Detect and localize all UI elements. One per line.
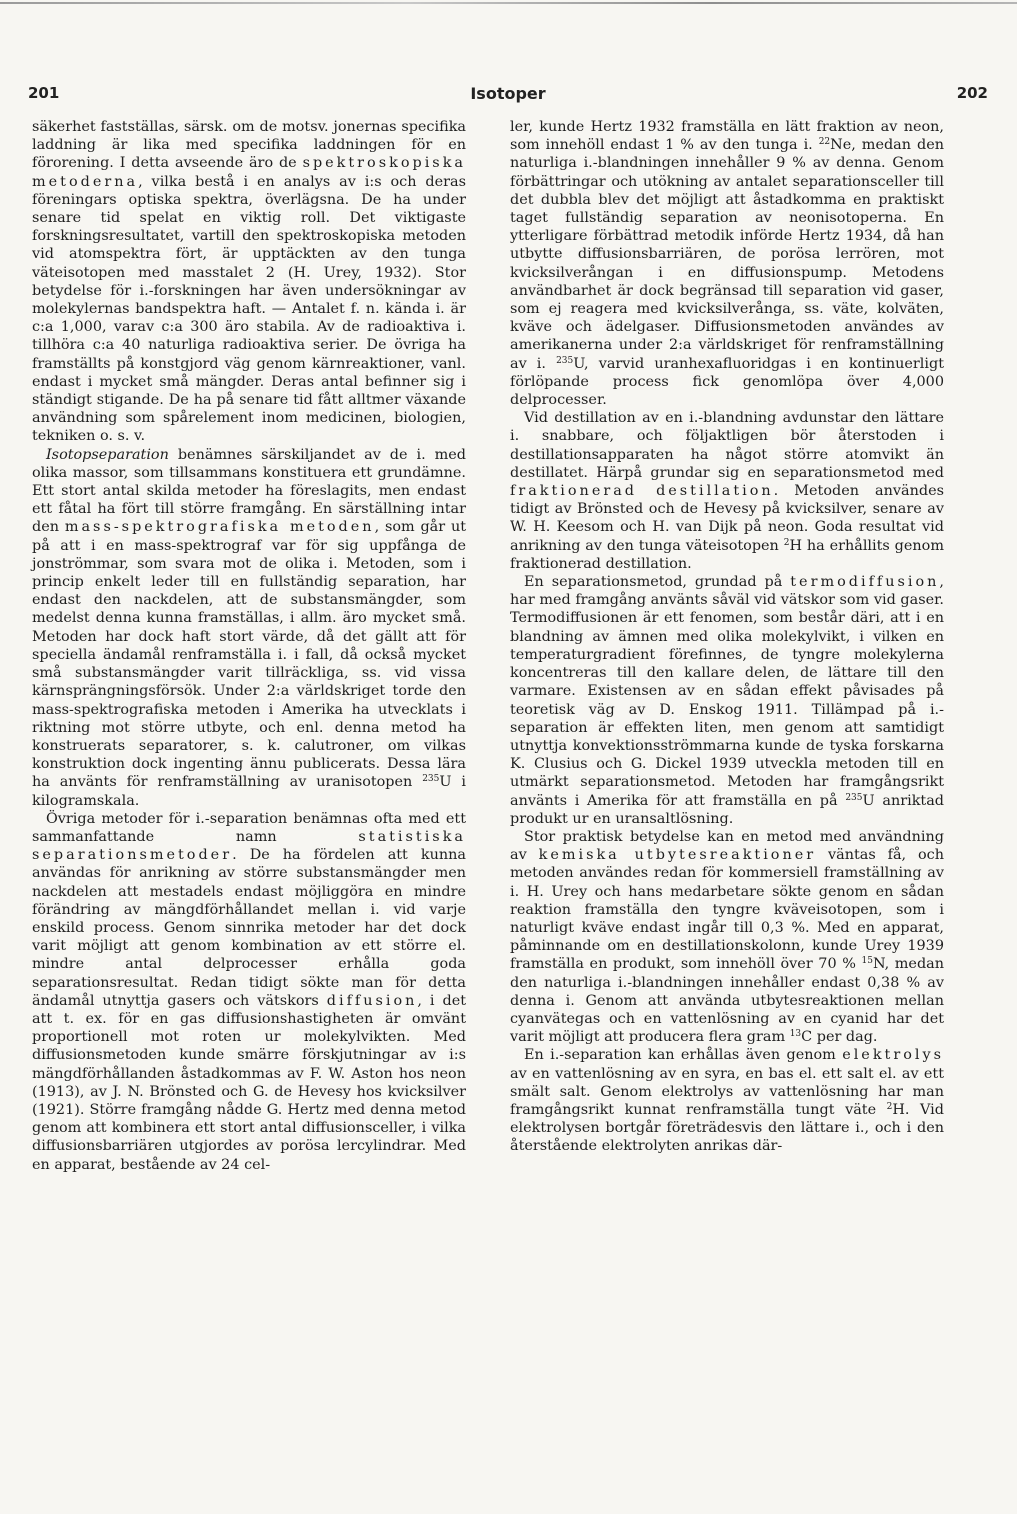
page-header (28, 84, 988, 108)
text-run: , har med framgång använts såväl vid vätskor som vid gaser. Termodiffusionen är ett fenomen, som består däri, att i en blandning av ämnen med olika molekylvikt, i vilken en temperaturgradient förefinnes, de tyngre molekylerna koncentreras till den kallare delen, de lättare till den varmare. Existensen av en sådan effekt påvisades på teoretisk väg av D. Enskog 1911. Tillämpad på i.-separation är effekten liten, men genom att samtidigt utnyttja konvektionsströmmarna kunde de tyska forskarna K. Clusius och G. Dickel 1939 utveckla metoden till en utmärkt separationsmetod. Metoden har framgångsrikt använts i Amerika för att framställa en på (510, 574, 944, 809)
mass-number: 22 (818, 137, 831, 148)
paragraph (510, 409, 944, 573)
spaced-term: statistiska separationsmetoder (32, 828, 466, 864)
spaced-term: fraktionerad destillation (510, 483, 774, 500)
text-run: Vid destillation av en i.-blandning avdunstar den lättare i. snabbare, och följaktligen bör återstoden i destillationsapparaten ha något större atomvikt än destillatet. Härpå grundar sig en separationsmetod med (510, 410, 944, 481)
text-run: säkerhet fastställas, särsk. om de motsv. jonernas specifika laddning är lika med specifika laddningen för en förorening. I detta avseende äro de (32, 119, 466, 172)
paragraph (32, 446, 466, 810)
text-run: , vilka bestå i en analys av i:s och deras föreningars optiska spektra, överlägsna. De ha under senare tid spelat en viktig roll. Det viktigaste forskningsresultatet, vartill den spektroskopiska metoden vid atomspektra fört, är upptäckten av den tunga väteisotopen med masstalet 2 (H. Urey, 1932). Stor betydelse för i.-forskningen har även undersökningar av molekylernas bandspektra haft. — Antalet f. n. kända i. är c:a 1,000, varav c:a 300 äro stabila. Av de radioaktiva i. tillhöra c:a 40 naturliga radioaktiva serier. De övriga ha framställts på konstgjord väg genom kärnreaktioner, vanl. endast i mycket små mängder. Deras antal befinner sig i ständigt stigande. De ha på senare tid fått alltmer växande användning som spårelement inom medicinen, biologien, tekniken o. s. v. (32, 173, 466, 445)
mass-number: 2 (886, 1101, 893, 1112)
mass-number: 15 (861, 956, 873, 967)
paragraph (510, 118, 944, 409)
text-run: C per dag. (801, 1029, 878, 1046)
text-run: H ha erhållits genom fraktionerad destillation. (510, 537, 944, 572)
spaced-term: spektroskopiska metoderna (32, 155, 466, 190)
italic-heading: Isotopseparation (46, 446, 169, 463)
text-run: U i kilogramskala. (32, 774, 467, 809)
text-run: , i det att t. ex. för en gas diffusionshastigheten är omvänt proportionell mot roten ur molekylvikten. Med diffusionsmetoden kunde smärre förskjutningar av i:s mängdförhållanden åstadkommas av F. W. Aston hos neon (1913), av J. N. Brönsted och G. de Hevesy hos kvicksilver (1921). Större framgång nådde G. Hertz med denna metod genom att kombinera ett stort antal diffusionsceller, i vilka diffusionsbarriären utgjordes av porösa lercylindrar. Med en apparat, bestående av 24 cel- (32, 992, 466, 1173)
spaced-term: mass-spektrografiska metoden (64, 519, 375, 536)
text-run: U, varvid uranhexafluoridgas i en kontinuerligt förlöpande process fick genomlöpa över 4,000 delprocesser. (510, 355, 945, 409)
paragraph (32, 118, 466, 446)
paragraph (32, 810, 466, 1174)
text-run: En separationsmetod, grundad på (524, 574, 791, 591)
mass-number: 2 (783, 537, 790, 548)
scan-edge-line (0, 2, 1017, 4)
text-run: En i.-separation kan erhållas även genom (524, 1047, 843, 1064)
text-run: ler, kunde Hertz 1932 framställa en lätt fraktion av neon, som innehöll endast 1 % av den tunga i. (510, 119, 944, 154)
text-run: U anriktad produkt ur en uransaltlösning. (510, 792, 944, 827)
text-run: väntas få, och metoden användes redan för kommersiell framställning av i. H. Urey och hans medarbetare sökte genom en sådan reaktion framställa den tyngre kväveisotopen, som i naturligt kväve endast ingår till 0,3 %. Med en apparat, påminnande om en destillationskolonn, kunde Urey 1939 framställa en produkt, som innehöll över 70 % (510, 847, 944, 973)
spaced-term: diffusion (326, 992, 418, 1009)
mass-number: 235 (845, 792, 863, 803)
mass-number: 13 (789, 1029, 802, 1040)
text-run: av en vattenlösning av en syra, en bas el. ett salt el. av ett smält salt. Genom elektrolys av vattenlösning har man framgångsrikt kunnat renframställa tungt väte (510, 1065, 944, 1118)
text-run: . Metoden användes tidigt av Brönsted och de Hevesy på kvicksilver, senare av W. H. Keesom och H. van Dijk på neon. Goda resultat vid anrikning av den tunga väteisotopen (510, 483, 944, 554)
mass-number: 235 (422, 774, 440, 785)
text-run: N, medan den naturliga i.-blandningen innehåller endast 0,38 % av denna i. Genom att använda utbytesreaktionen mellan cyanvätegas och en vattenlösning av en cyanid har det varit möjligt att producera flera gram (510, 956, 944, 1046)
spaced-term: kemiska utbytesreaktioner (538, 847, 817, 864)
text-run: benämnes särskiljandet av de i. med olika massor, som tillsammans konstituera ett grundämne. Ett stort antal skilda metoder ha föreslagits, men endast ett fåtal ha fört till större framgång. En särställning intar den (32, 446, 466, 536)
text-run: . De ha fördelen att kunna användas för anrikning av större substansmängder men nackdelen att mestadels endast möjliggöra en mindre förändring av mängdförhållandet mellan i. vid varje enskild process. Genom sinnrika metoder har det dock varit möjligt att genom kombination av ett större el. mindre antal delprocesser erhålla goda separationsresultat. Redan tidigt sökte man för detta ändamål utnyttja gasers och vätskors (32, 847, 466, 1009)
page-number-left: 201 (28, 84, 60, 102)
paragraph (510, 573, 944, 828)
page-number-right: 202 (956, 84, 988, 102)
left-column (32, 118, 466, 1174)
paragraph (510, 828, 944, 1046)
text-run: Stor praktisk betydelse kan en metod med användning av (510, 828, 944, 864)
right-column (510, 118, 944, 1156)
text-run: Ne, medan den naturliga i.-blandningen innehåller 9 % av denna. Genom förbättringar och utökning av antalet separationsceller till det dubbla blev det möjligt att åstadkomma en praktiskt taget fullständig separation av neonisotoperna. En ytterligare förbättrad metodik införde Hertz 1934, då han utbytte diffusionsbarriären, de porösa lerrören, mot kvicksilverångan i en diffusionspump. Metodens användbarhet är dock begränsad till separation vid gaser, som ej reagera med kvicksilverånga, ss. väte, kolväten, kväve och ädelgaser. Diffusionsmetoden användes av amerikanerna under 2:a världskriget för renframställning av i. (510, 137, 944, 372)
spaced-term: elektrolys (842, 1047, 944, 1064)
text-run: Övriga metoder för i.-separation benämnas ofta med ett sammanfattande namn (32, 810, 466, 845)
text-run: , som går ut på att i en mass-spektrograf var för sig uppfånga de jonströmmar, som svara mot de olika i. Metoden, som i princip enkelt leder till en fullständig separation, har endast den nackdelen, att de substansmängder, som medelst denna kunna framställas, i allm. äro mycket små. Metoden har dock haft stort värde, då det gällt att för speciella ändamål renframställa i. i fall, då också mycket små substansmängder varit tillräckliga, ss. vid vissa kärnsprängningsförsök. Under 2:a världskriget torde den mass-spektrografiska metoden i Amerika ha utvecklats i riktning mot större utbyte, och enl. denna metod ha konstruerats separatorer, s. k. calutroner, om vilkas konstruktion dock ingenting ännu publicerats. Dessa lära ha använts för renframställning av uranisotopen (32, 519, 467, 791)
spaced-term: termodiffusion (790, 574, 940, 591)
paragraph (510, 1046, 944, 1155)
mass-number: 235 (556, 355, 574, 366)
running-title: Isotoper (470, 84, 546, 103)
text-run: H. Vid elektrolysen bortgår företrädesvis den lättare i., och i den återstående elektrolyten anrikas där- (510, 1101, 944, 1155)
